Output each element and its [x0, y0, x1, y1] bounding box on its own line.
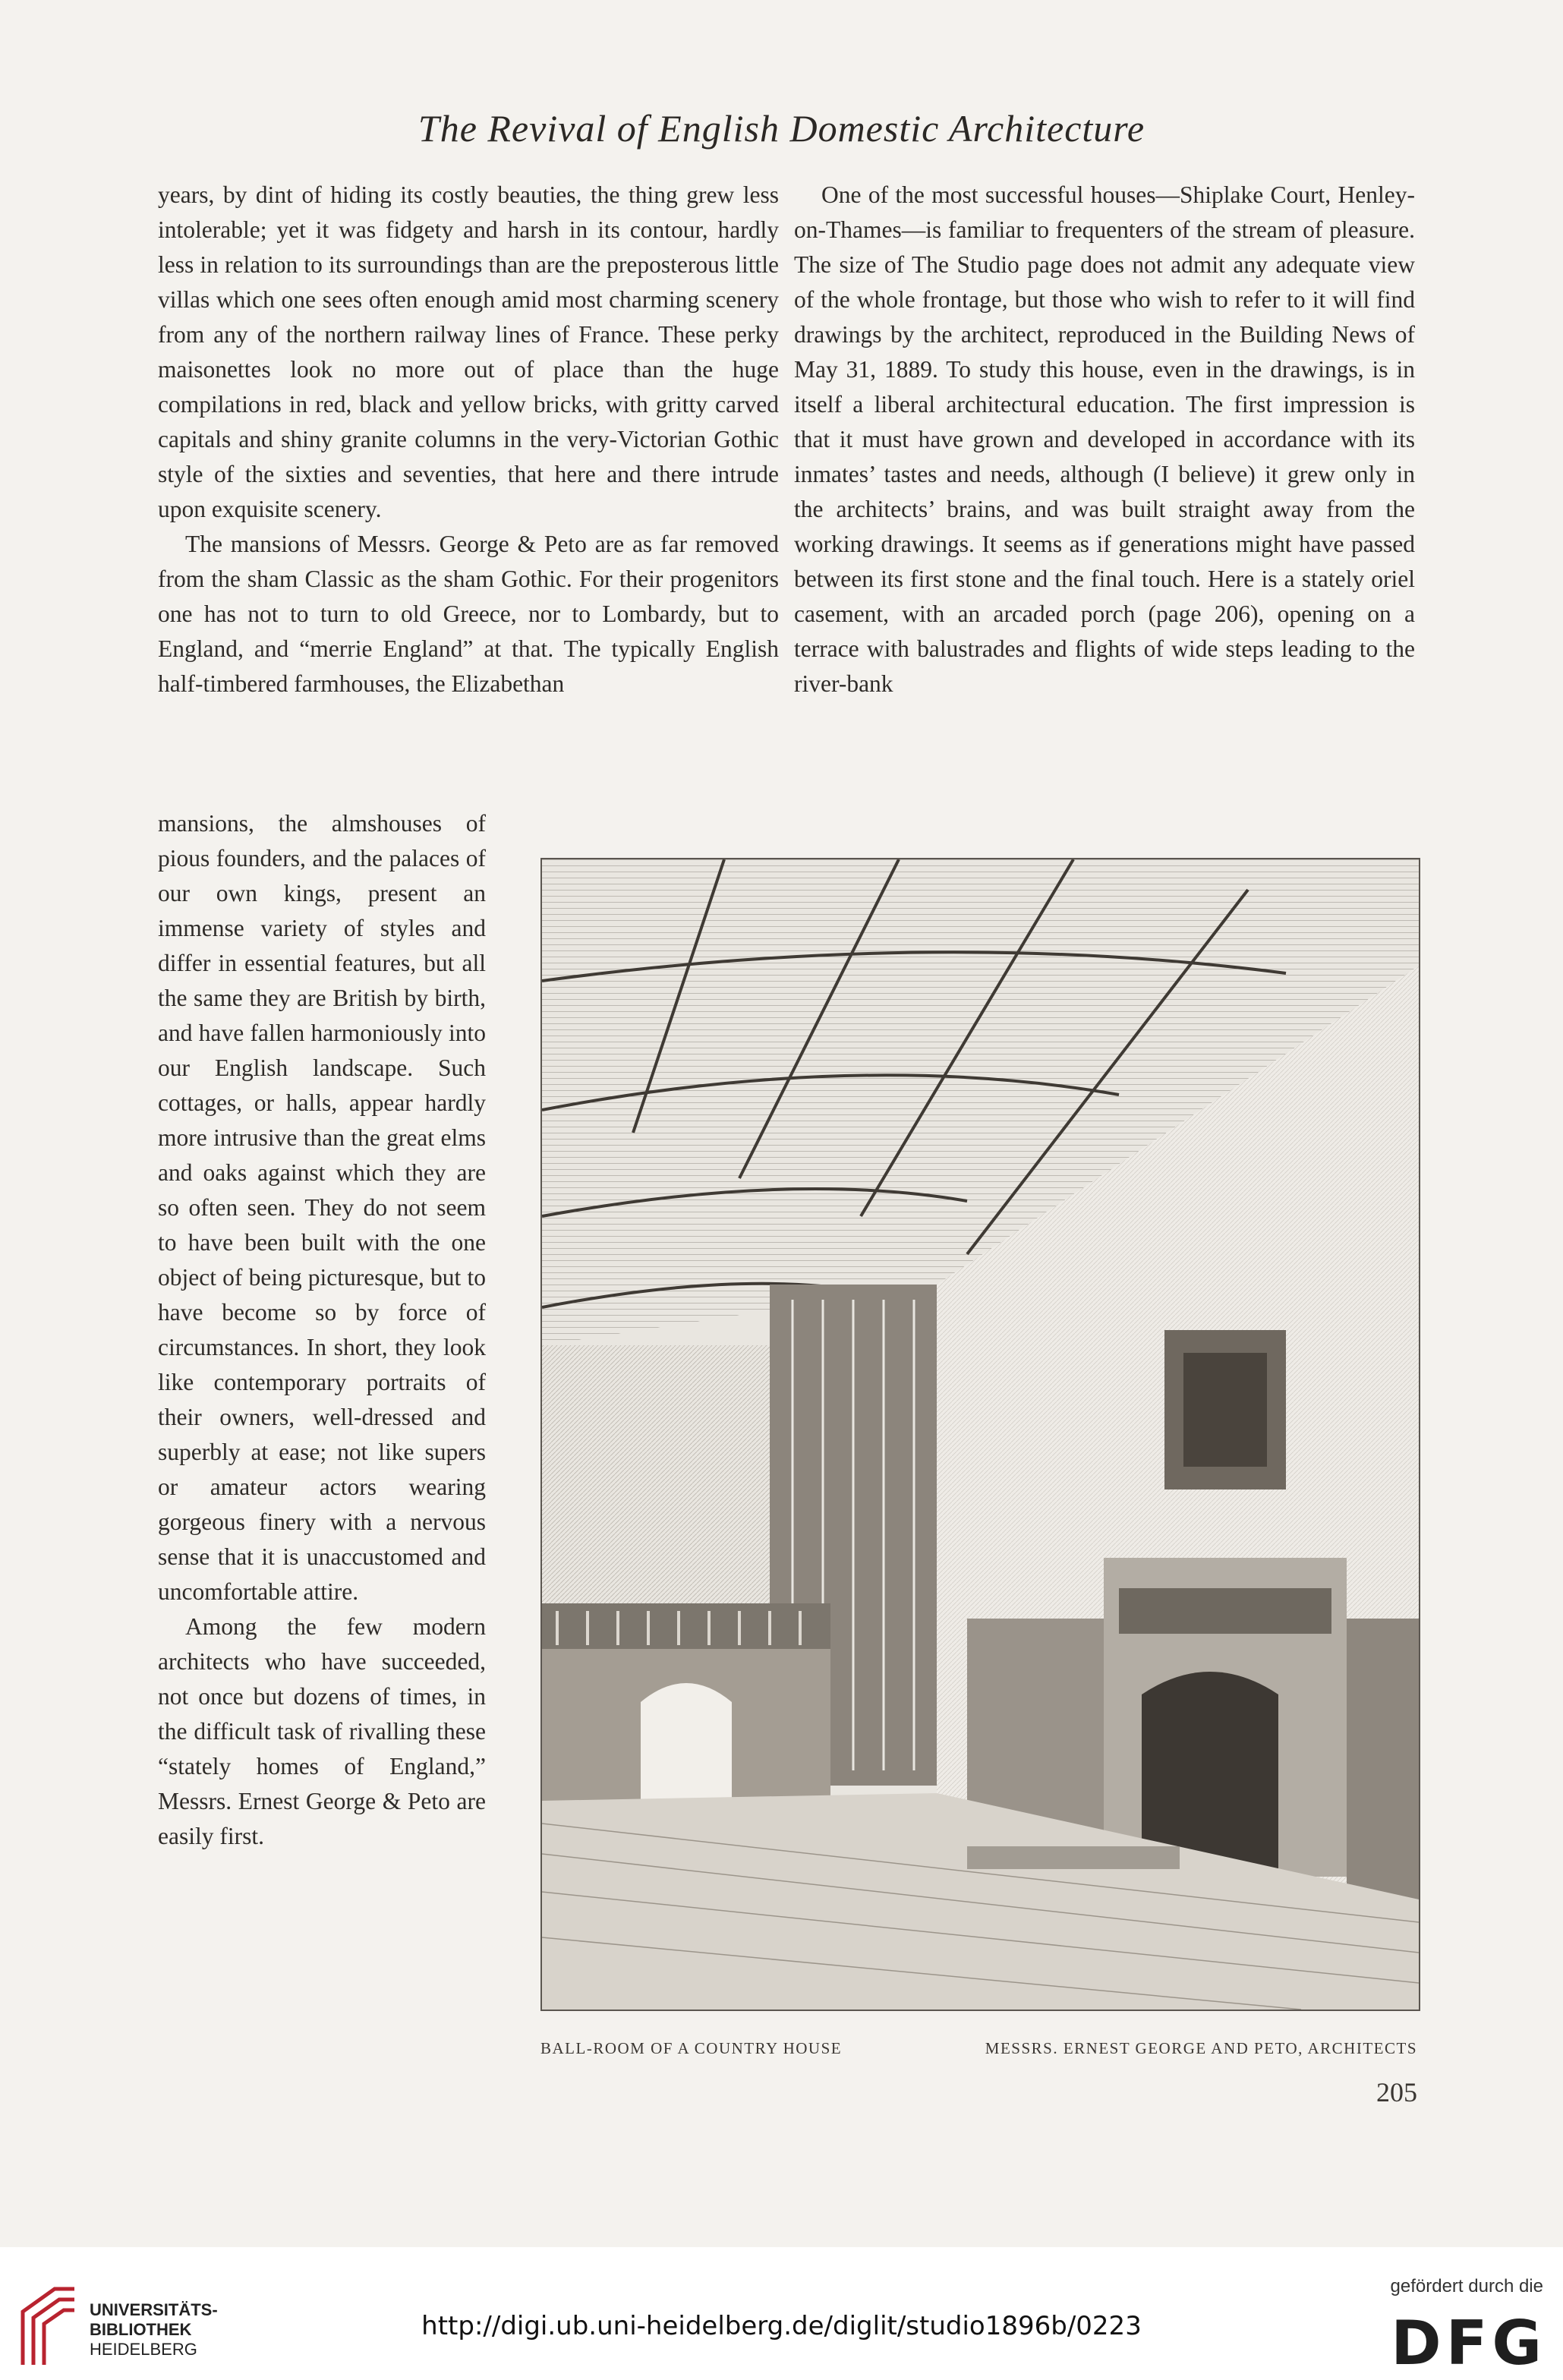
- institution-line: UNIVERSITÄTS-: [90, 2300, 218, 2319]
- institution-line: HEIDELBERG: [90, 2340, 197, 2359]
- figure-caption-credit: MESSRS. ERNEST GEORGE AND PETO, ARCHITECTS: [985, 2039, 1417, 2057]
- paragraph: mansions, the almshouses of pious founders, and the palaces of our own kings, present an immense variety of styles and differ in essential features, but all the same they are British by birth, and have fallen harmoniously into our English landscape. Such cottages, or halls, appear hardly more intrusive than the great elms and oaks against which they are so often seen. They do not seem to have been built with the one object of being picturesque, but to have become so by force of circumstances. In short, they look like contemporary portraits of their owners, well-dressed and superbly at ease; not like supers or amateur actors wearing gorgeous finery with a nervous sense that it is unaccustomed and uncomfortable attire.: [158, 810, 486, 1605]
- left-column-narrow: [158, 806, 486, 1854]
- paragraph: Among the few modern architects who have succeeded, not once but dozens of times, in the difficult task of rivalling these “stately homes of England,” Messrs. Ernest George & Peto are easily first.: [158, 1613, 486, 1849]
- paragraph: The mansions of Messrs. George & Peto are as far removed from the sham Classic as the sham Gothic. For their progenitors one has not to turn to old Greece, nor to Lombardy, but to England, and “merrie England” at that. The typically English half-timbered farmhouses, the Elizabethan: [158, 531, 779, 697]
- running-title: The Revival of English Domestic Architecture: [418, 107, 1145, 150]
- left-column: [158, 178, 779, 701]
- source-url-link[interactable]: http://digi.ub.uni-heidelberg.de/diglit/studio1896b/0223: [421, 2311, 1142, 2341]
- dfg-logo: DFG: [1391, 2308, 1546, 2378]
- paragraph: One of the most successful houses—Shiplake Court, Henley-on-Thames—is familiar to frequenters of the stream of pleasure. The size of The Studio page does not admit any adequate view of the whole frontage, but those who wish to refer to it will find drawings by the architect, reproduced in the Building News of May 31, 1889. To study this house, even in the drawings, is in itself a liberal architectural education. The first impression is that it must have grown and developed in accordance with its inmates’ tastes and needs, although (I believe) it grew only in the architects’ brains, and was built straight away from the working drawings. It seems as if generations might have passed between its first stone and the final touch. Here is a stately oriel casement, with an arcaded porch (page 206), opening on a terrace with balustrades and flights of wide steps leading to the river-bank: [794, 181, 1415, 697]
- ballroom-illustration: [540, 858, 1420, 2011]
- page-number: 205: [1376, 2077, 1417, 2107]
- paragraph: years, by dint of hiding its costly beauties, the thing grew less intolerable; yet it was fidgety and harsh in its contour, hardly less in relation to its surroundings than are the preposterous little villas which one sees often enough amid most charming scenery from any of the northern railway lines of France. These perky maisonettes look no more out of place than the huge compilations in red, black and yellow bricks, with gritty carved capitals and shiny granite columns in the very-Victorian Gothic style of the sixties and seventies, that here and there intrude upon exquisite scenery.: [158, 181, 779, 522]
- institution-line: BIBLIOTHEK: [90, 2320, 192, 2339]
- right-column: [794, 178, 1415, 701]
- ballroom-drawing: [542, 859, 1419, 2010]
- funded-by-label: gefördert durch die: [1390, 2276, 1543, 2296]
- figure-caption-title: BALL-ROOM OF A COUNTRY HOUSE: [540, 2039, 843, 2057]
